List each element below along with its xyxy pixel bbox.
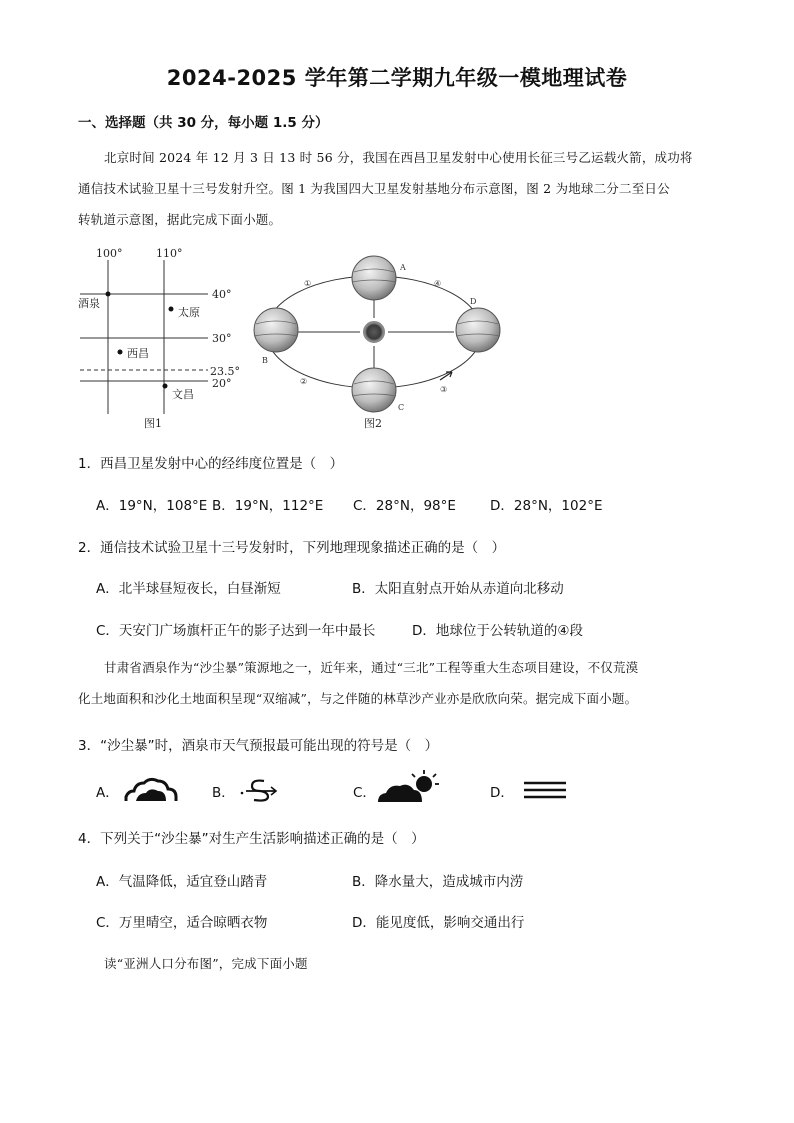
site-marker bbox=[106, 292, 111, 297]
q1-option-d[interactable]: D．28°N，102°E bbox=[490, 498, 603, 514]
site-label: 酒泉 bbox=[78, 297, 100, 310]
lat-label: 23.5° bbox=[210, 365, 240, 378]
lat-label: 20° bbox=[212, 377, 232, 390]
q3-option-d-label[interactable]: D． bbox=[490, 785, 514, 801]
passage-1-line: 转轨道示意图，据此完成下面小题。 bbox=[78, 212, 282, 227]
earth-icon bbox=[456, 308, 500, 352]
passage-2 bbox=[78, 652, 720, 714]
q1-option-b[interactable]: B．19°N，112°E bbox=[212, 498, 324, 514]
passage-2-line: 化土地面积和沙化土地面积呈现“双缩减”，与之伴随的林草沙产业亦是欣欣向荣。据完成下面小题。 bbox=[78, 691, 638, 706]
segment-label: ② bbox=[300, 377, 308, 386]
figure-2-caption: 图2 bbox=[364, 417, 382, 430]
segment-label: ① bbox=[304, 279, 312, 288]
question-4-stem: 4．下列关于“沙尘暴”对生产生活影响描述正确的是（ ） bbox=[78, 831, 425, 847]
q2-option-c[interactable]: C．天安门广场旗杆正午的影子达到一年中最长 bbox=[96, 623, 376, 639]
figure-1-map bbox=[74, 246, 244, 431]
q2-option-b[interactable]: B．太阳直射点开始从赤道向北移动 bbox=[352, 581, 564, 597]
passage-1-line: 通信技术试验卫星十三号发射升空。图 1 为我国四大卫星发射基地分布示意图，图 2 为地球二分二至日公 bbox=[78, 181, 670, 196]
q3-option-a-label[interactable]: A． bbox=[96, 785, 119, 801]
passage-1-line: 北京时间 2024 年 12 月 3 日 13 时 56 分，我国在西昌卫星发射中心使用长征三号乙运载火箭，成功将 bbox=[104, 150, 693, 165]
q4-option-b[interactable]: B．降水量大，造成城市内涝 bbox=[352, 874, 524, 890]
site-marker bbox=[163, 384, 168, 389]
q2-option-a[interactable]: A．北半球昼短夜长，白昼渐短 bbox=[96, 581, 281, 597]
site-marker bbox=[169, 307, 174, 312]
segment-label: ④ bbox=[434, 279, 442, 288]
q2-option-d[interactable]: D．地球位于公转轨道的④段 bbox=[412, 623, 583, 639]
fog-lines-icon bbox=[522, 779, 568, 801]
q3-option-b-label[interactable]: B． bbox=[212, 785, 235, 801]
lat-label: 40° bbox=[212, 288, 232, 301]
site-label: 太原 bbox=[178, 306, 200, 319]
q1-option-a[interactable]: A．19°N，108°E bbox=[96, 498, 208, 514]
section-heading: 一、选择题（共 30 分，每小题 1.5 分） bbox=[78, 115, 329, 131]
question-3-stem: 3．“沙尘暴”时，酒泉市天气预报最可能出现的符号是（ ） bbox=[78, 738, 439, 754]
point-label: B bbox=[262, 356, 268, 365]
q4-option-c[interactable]: C．万里晴空，适合晾晒衣物 bbox=[96, 915, 268, 931]
sandstorm-symbol-icon bbox=[238, 775, 278, 803]
figure-2-orbit bbox=[240, 246, 510, 431]
point-label: D bbox=[470, 297, 477, 306]
earth-icon bbox=[352, 256, 396, 300]
site-label: 西昌 bbox=[127, 347, 149, 360]
q4-option-a[interactable]: A．气温降低，适宜登山踏青 bbox=[96, 874, 268, 890]
point-label: A bbox=[400, 263, 406, 272]
sun-icon bbox=[364, 322, 384, 342]
earth-icon bbox=[254, 308, 298, 352]
site-label: 文昌 bbox=[172, 388, 194, 401]
exam-title: 2024-2025 学年第二学期九年级一模地理试卷 bbox=[166, 66, 628, 90]
lon-label: 100° bbox=[96, 247, 123, 260]
q3-option-c-label[interactable]: C． bbox=[353, 785, 376, 801]
lon-label: 110° bbox=[156, 247, 183, 260]
passage-1 bbox=[78, 142, 720, 235]
question-1-stem: 1．西昌卫星发射中心的经纬度位置是（ ） bbox=[78, 456, 344, 472]
q4-option-d[interactable]: D．能见度低，影响交通出行 bbox=[352, 915, 525, 931]
site-marker bbox=[118, 350, 123, 355]
passage-3: 读“亚洲人口分布图”，完成下面小题 bbox=[104, 956, 308, 971]
segment-label: ③ bbox=[440, 385, 448, 394]
point-label: C bbox=[398, 403, 405, 412]
earth-icon bbox=[352, 368, 396, 412]
partly-cloudy-sun-icon bbox=[376, 770, 440, 804]
q1-option-c[interactable]: C．28°N，98°E bbox=[353, 498, 456, 514]
question-2-stem: 2．通信技术试验卫星十三号发射时，下列地理现象描述正确的是（ ） bbox=[78, 540, 506, 556]
passage-2-line: 甘肃省酒泉作为“沙尘暴”策源地之一，近年来，通过“三北”工程等重大生态项目建设，不仅荒漠 bbox=[104, 660, 639, 675]
overcast-cloud-icon bbox=[122, 775, 180, 803]
lat-label: 30° bbox=[212, 332, 232, 345]
figure-1-caption: 图1 bbox=[144, 417, 162, 430]
